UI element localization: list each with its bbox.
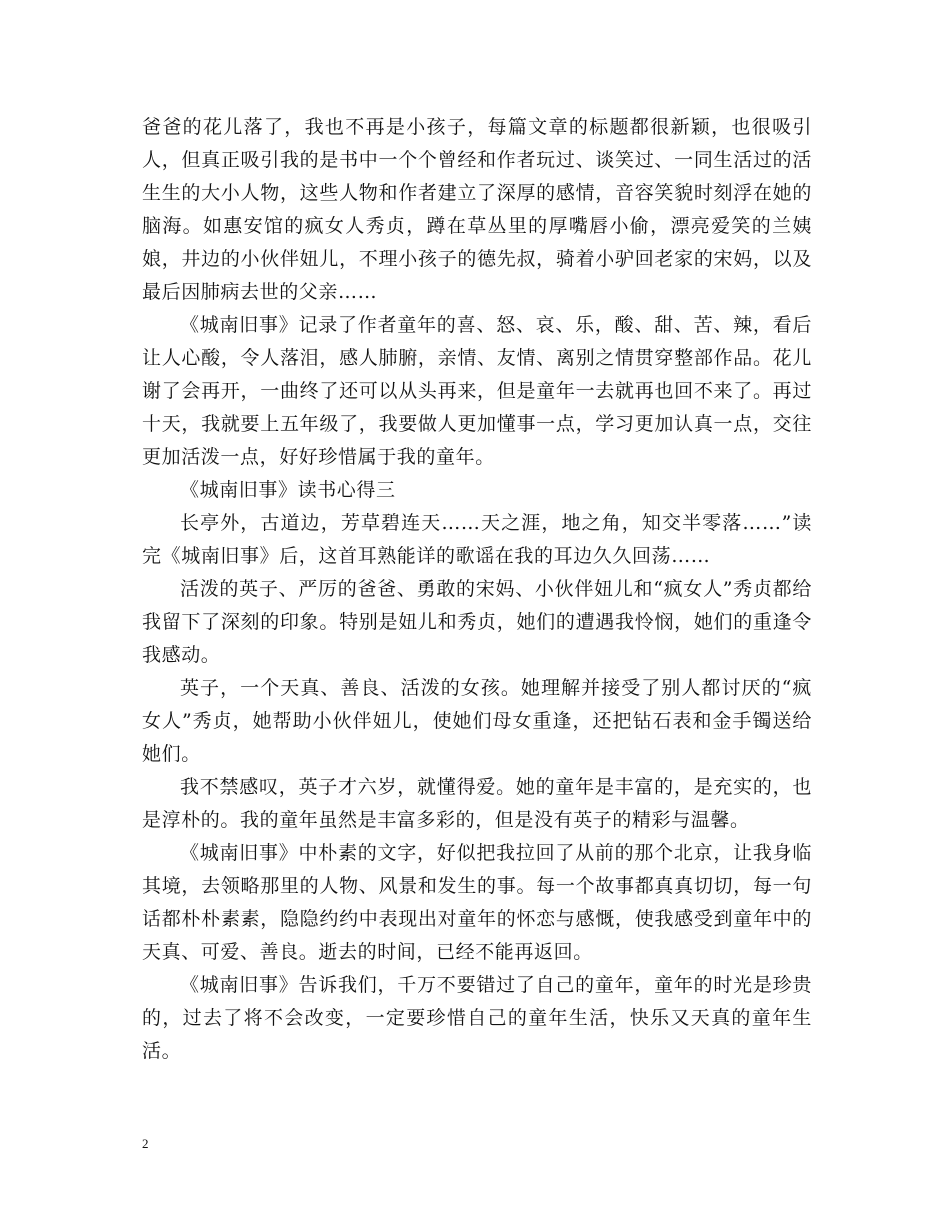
- paragraph-3: 长亭外，古道边，芳草碧连天……天之涯，地之角，知交半零落……”读完《城南旧事》后，这首耳熟能详的歌谣在我的耳边久久回荡……: [142, 512, 812, 567]
- paragraph-5: 英子，一个天真、善良、活泼的女孩。她理解并接受了别人都讨厌的“疯女人”秀贞，她帮助小伙伴妞儿，使她们母女重逢，还把钻石表和金手镯送给她们。: [142, 677, 812, 765]
- paragraph-6: 我不禁感叹，英子才六岁，就懂得爱。她的童年是丰富的，是充实的，也是淳朴的。我的童年虽然是丰富多彩的，但是没有英子的精彩与温馨。: [142, 776, 812, 831]
- section-heading: 《城南旧事》读书心得三: [180, 479, 396, 501]
- paragraph-1: 爸爸的花儿落了，我也不再是小孩子，每篇文章的标题都很新颖，也很吸引人，但真正吸引我的是书中一个个曾经和作者玩过、谈笑过、一同生活过的活生生的大小人物，这些人物和作者建立了深厚的感情，音容笑貌时刻浮在她的脑海。如惠安馆的疯女人秀贞，蹲在草丛里的厚嘴唇小偷，漂亮爱笑的兰姨娘，井边的小伙伴妞儿，不理小孩子的德先叔，骑着小驴回老家的宋妈，以及最后因肺病去世的父亲……: [142, 116, 812, 303]
- page-number: 2: [142, 1136, 149, 1151]
- paragraph-4: 活泼的英子、严厉的爸爸、勇敢的宋妈、小伙伴妞儿和“疯女人”秀贞都给我留下了深刻的印象。特别是妞儿和秀贞，她们的遭遇我怜悯，她们的重逢令我感动。: [142, 578, 812, 666]
- paragraph-7: 《城南旧事》中朴素的文字，好似把我拉回了从前的那个北京，让我身临其境，去领略那里的人物、风景和发生的事。每一个故事都真真切切，每一句话都朴朴素素，隐隐约约中表现出对童年的怀恋与感慨，使我感受到童年中的天真、可爱、善良。逝去的时间，已经不能再返回。: [142, 842, 812, 963]
- document-body: [142, 111, 812, 1068]
- paragraph-2: 《城南旧事》记录了作者童年的喜、怒、哀、乐，酸、甜、苦、辣，看后让人心酸，令人落泪，感人肺腑，亲情、友情、离别之情贯穿整部作品。花儿谢了会再开，一曲终了还可以从头再来，但是童年一去就再也回不来了。再过十天，我就要上五年级了，我要做人更加懂事一点，学习更加认真一点，交往更加活泼一点，好好珍惜属于我的童年。: [142, 314, 812, 468]
- paragraph-8: 《城南旧事》告诉我们，千万不要错过了自己的童年，童年的时光是珍贵的，过去了将不会改变，一定要珍惜自己的童年生活，快乐又天真的童年生活。: [142, 974, 812, 1062]
